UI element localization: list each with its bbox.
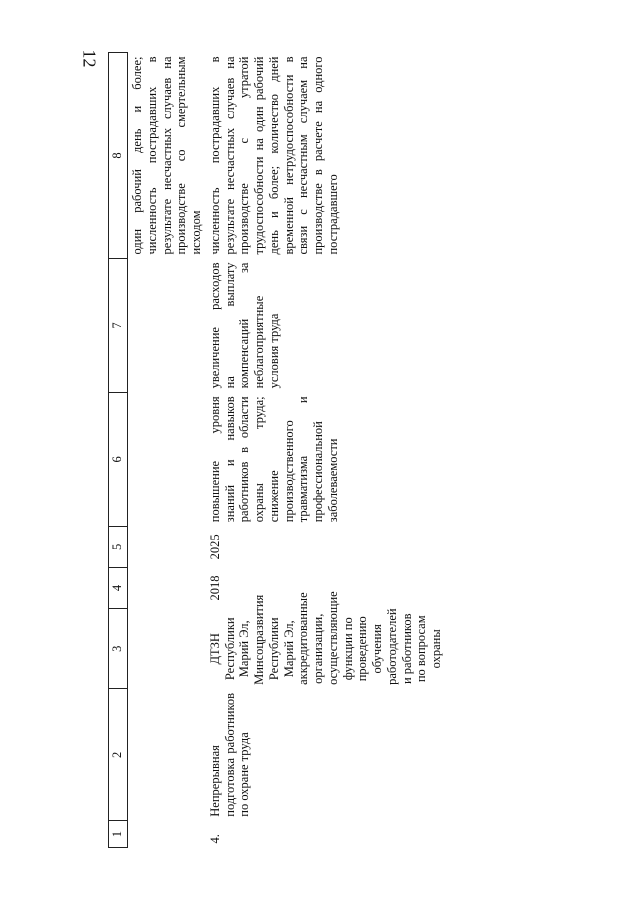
non-implementation-consequence: увеличение расходов на выплату компенсаций за неблагоприятные условия труда bbox=[207, 262, 281, 389]
measure-name: Непрерывная подготовка работников по охране труда bbox=[207, 692, 252, 817]
continued-indicators: один рабочий день и более; численность пострадавших в результате несчастных случаев на производстве со смертельным исходом bbox=[130, 56, 203, 255]
header-col-5: 5 bbox=[109, 526, 128, 567]
header-col-6: 6 bbox=[109, 392, 128, 526]
header-col-4: 4 bbox=[109, 567, 128, 608]
header-col-1: 1 bbox=[109, 821, 128, 848]
header-col-8: 8 bbox=[109, 53, 128, 259]
header-col-2: 2 bbox=[109, 689, 128, 821]
header-col-7: 7 bbox=[109, 259, 128, 393]
table-row bbox=[206, 53, 446, 848]
page-number: 12 bbox=[79, 49, 100, 68]
start-year: 2018 bbox=[207, 575, 222, 601]
rotated-table-container bbox=[108, 52, 563, 848]
indicators: численность пострадавших в результате несчастных случаев на производстве с утратой трудоспособности на один рабочий день и более; количество дней временной нетрудоспособности в связи с несчастным случаем на производстве в расчете на одного пострадавшего bbox=[207, 56, 340, 255]
header-row bbox=[109, 53, 128, 848]
program-table bbox=[108, 52, 446, 848]
expected-result: повышение уровня знаний и навыков работников в области охраны труда; снижение производственного травматизма и профессиональной заболеваемости bbox=[207, 396, 340, 523]
continued-row bbox=[128, 53, 206, 848]
end-year: 2025 bbox=[207, 534, 222, 560]
header-col-3: 3 bbox=[109, 609, 128, 689]
executor: ДТЗН Республики Марий Эл, Минсоцразвития Республики Марий Эл, аккредитованные организации, осуществляющие функции по проведению обучения работодателей и работников по вопросам охраны bbox=[207, 591, 443, 685]
row-number: 4. bbox=[207, 834, 222, 844]
